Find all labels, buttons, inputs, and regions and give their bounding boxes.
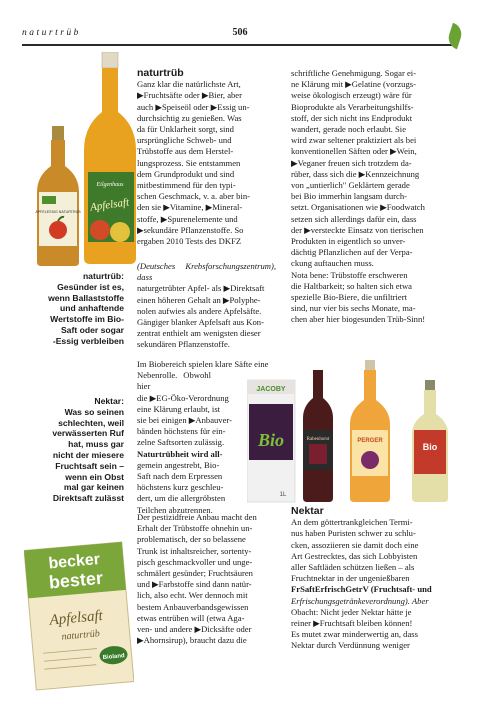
carton-brand: JACOBY bbox=[256, 386, 286, 393]
article-text-line: ne Klärung mit ▶Gelatine (vorzugs- bbox=[291, 79, 416, 90]
article-biobereich bbox=[137, 359, 276, 516]
caption-line: mal gar keinen bbox=[63, 482, 124, 493]
book-title1: becker bbox=[47, 550, 101, 573]
article-text-line: konventionellen Säften oder ▶Wein, bbox=[291, 146, 417, 157]
article-text-line: FrSaftErfrischGetrV (Fruchtsaft- und bbox=[291, 584, 432, 595]
article-text-line: dem Grundprodukt und sind bbox=[137, 168, 235, 179]
article-text-line: sind, nur vier bis sechs Monate, ma- bbox=[291, 303, 416, 314]
article-text-line: und ▶Farbstoffe sind dann natür- bbox=[137, 579, 252, 590]
article-text-line: von „untierlich" Geklärtem gerade bbox=[291, 180, 410, 191]
caption-line: Saft oder sogar bbox=[60, 324, 124, 335]
bottle5-label: Bio bbox=[422, 442, 438, 452]
article-text-line: ergaben 2010 Tests des DKFZ bbox=[137, 236, 242, 247]
bottle4-label: PERGER bbox=[357, 438, 383, 444]
juice-bottles-group-image bbox=[247, 360, 473, 504]
article-text-line: mitbestimmend für den typi- bbox=[137, 180, 236, 191]
article-text-line: eine Klärung erlaubt, ist bbox=[137, 403, 221, 414]
article-text-line: Erhalt der Trübstoffe ohnehin un- bbox=[137, 523, 253, 534]
article-text-line: bei Bio immerhin langsam durch- bbox=[291, 191, 407, 202]
article-heading: Nektar bbox=[291, 505, 324, 517]
bottle1-label: APFELESSIG NATURTRÜB bbox=[35, 210, 81, 214]
article-text-line: schen Geschmack, v. a. aber bin- bbox=[137, 191, 251, 202]
article-text-line: Erfrischungsgetränkeverordnung). Aber bbox=[291, 595, 429, 606]
article-text-line: aller Saftläden schützen ließen – als bbox=[291, 562, 415, 573]
article-text-line: problematisch, der so belassene bbox=[137, 534, 246, 545]
article-text-line: höchstens kurz geschleu- bbox=[137, 482, 224, 493]
article-naturtrueb bbox=[137, 68, 276, 247]
article-text-line: lich, also echt. Wer dennoch mit bbox=[137, 590, 248, 601]
bottle2-brand: Eilgenhaus bbox=[96, 182, 124, 188]
header-rule bbox=[22, 44, 458, 46]
article-text-line: Nebenrolle. Obwohl hier bbox=[137, 370, 211, 392]
article-text-line: Der pestizidfreie Anbau macht den bbox=[137, 512, 257, 522]
article-text-line: Nektar durch Verdünnung weniger bbox=[291, 640, 410, 651]
article-text-line: stoffe, ▶Spurenelemente und bbox=[137, 213, 238, 224]
article-text-line: setzt. Organisationen wie ▶Foodwatch bbox=[291, 202, 425, 213]
article-text-line: ▶sekundäre Pflanzenstoffe. So bbox=[137, 224, 244, 235]
article-text-line: dächtig Pflanzlichen auf der Verpa- bbox=[291, 247, 413, 258]
article-text-line: Art Gestrecktes, das sich Lobbyisten bbox=[291, 550, 418, 561]
article-text-line: Ganz klar die natürlichste Art, bbox=[137, 79, 241, 90]
article-text-line: gemein angestrebt, Bio- bbox=[137, 459, 220, 470]
article-text-line: Obacht: Nicht jeder Nektar hätte je bbox=[291, 606, 412, 617]
article-text-line: weise ökologisch erzeugt) wäre für bbox=[291, 90, 412, 101]
article-text-line: Nota bene: Trübstoffe erschweren bbox=[291, 269, 408, 280]
book-sub1: Apfelsaft bbox=[48, 607, 104, 629]
carton-label: Bio bbox=[257, 430, 285, 450]
article-text-line: Es mutet zwar minderwertig an, dass bbox=[291, 629, 418, 640]
article-text-line: naturgetrübter Apfel- als ▶Direktsaft bbox=[137, 283, 265, 294]
caption-line: Wertstoffe im Bio- bbox=[50, 314, 124, 325]
article-text-line: Produkten in eigentlich so unver- bbox=[291, 236, 406, 247]
bottle2-label: Apfelsaft bbox=[89, 196, 130, 214]
becker-bester-label-image bbox=[24, 540, 134, 692]
article-text-line: die Haltbarkeit; so halten sich etwa bbox=[291, 280, 412, 291]
article-text-line: schriftliche Genehmigung. Sogar ei- bbox=[291, 68, 417, 78]
caption-line: Gesünder ist es, bbox=[57, 281, 124, 292]
article-text-line: Naturtrübheit wird all- bbox=[137, 448, 223, 459]
article-text-line: stoff, der sich nicht ins Endprodukt bbox=[291, 112, 413, 123]
article-text-line: dert, um die allergröbsten bbox=[137, 493, 226, 504]
article-text-line: pisch geschmackvoller und unge- bbox=[137, 556, 253, 567]
article-text-line: die ▶EG-Öko-Verordnung bbox=[137, 392, 229, 403]
caption-line: schlechten, weil bbox=[58, 417, 124, 428]
caption-line: wenn ein Obst bbox=[65, 471, 124, 482]
caption-line: wenn Ballaststoffe bbox=[48, 292, 124, 303]
article-text-line: Fruchtnektar in der ungenießbaren bbox=[291, 573, 410, 584]
article-text-line: ursprüngliche Schweb- und bbox=[137, 135, 232, 146]
article-text-line: lungsprozess. Sie entstammen bbox=[137, 157, 241, 168]
caption-line: Nektar: bbox=[94, 396, 124, 406]
article-text-line: sie bei einigen ▶Anbauver- bbox=[137, 415, 232, 426]
article-heading: naturtrüb bbox=[137, 67, 184, 79]
caption-line: Fruchtsaft sein – bbox=[55, 460, 124, 471]
section-title: naturtrüb bbox=[22, 28, 81, 38]
caption-line: verwässerten Ruf bbox=[52, 428, 124, 439]
article-text-line: der ▶versteckte Einsatz von tierischen bbox=[291, 224, 424, 235]
article-text-line: etwas entrüben will (etwa Aga- bbox=[137, 612, 245, 623]
article-text-line: den sie ▶Vitamine, ▶Mineral- bbox=[137, 202, 243, 213]
article-naturtrueb-column2 bbox=[291, 68, 470, 326]
article-text-line: wandert, gerade noch erlaubt. Sie bbox=[291, 124, 407, 135]
article-text-line: ▶Fruchtsäfte oder ▶Bier, aber bbox=[137, 90, 242, 101]
article-text-line: chen aber hier biogesunden Trüb-Sinn! bbox=[291, 314, 426, 325]
caption-line: Direktsaft zulässt bbox=[52, 493, 124, 504]
caption-nektar bbox=[22, 396, 124, 504]
article-text-line: ▶Veganer freuen sich trotzdem da- bbox=[291, 157, 412, 168]
apple-juice-bottle-image bbox=[82, 52, 138, 266]
caption-line: nicht der miesere bbox=[52, 449, 124, 460]
caption-line: und anhaftende bbox=[60, 303, 124, 314]
article-pestizidfrei bbox=[137, 512, 276, 646]
caption-naturtrueb bbox=[22, 271, 124, 347]
article-text-line: bestem Anbauverbandsgewissen bbox=[137, 601, 249, 612]
article-text-line: sekundären Pflanzenstoffe. bbox=[137, 339, 230, 350]
article-text-line: Trübstoffe aus dem Herstel- bbox=[137, 146, 234, 157]
article-text-line: da für Unklarheit sorgt, sind bbox=[137, 124, 234, 135]
caption-line: hat, muss gar bbox=[68, 439, 124, 450]
article-naturtrueb-cont bbox=[137, 261, 276, 351]
article-text-line: nolen aufwies als andere Apfelsäfte. bbox=[137, 305, 262, 316]
caption-line: -Essig verbleiben bbox=[52, 335, 124, 346]
bottle3-label: Rabenhorst bbox=[306, 437, 330, 442]
article-text-line: An dem göttertrankgleichen Termi- bbox=[291, 517, 413, 528]
article-text-line: schmälert gesünder; Fruchtsäuren bbox=[137, 568, 253, 579]
article-text-line: einen höheren Gehalt an ▶Polyphe- bbox=[137, 294, 261, 305]
carton-volume: 1L bbox=[279, 492, 287, 498]
article-text-line: Saft nach dem Erpressen bbox=[137, 471, 223, 482]
caption-line: naturtrüb: bbox=[82, 271, 124, 281]
running-header bbox=[22, 28, 458, 42]
article-text-line: wird zwar seltener praktiziert als bei bbox=[291, 135, 417, 146]
article-text-line: reiner ▶Fruchtsaft bleiben können! bbox=[291, 618, 413, 629]
article-text-line: zelne Saftsorten zulässig. bbox=[137, 437, 225, 448]
article-text-line: nus haben Puristen schwer zu schlu- bbox=[291, 528, 416, 539]
article-text-line: Gängiger blanker Apfelsaft aus Kon- bbox=[137, 317, 264, 328]
article-text-line: bänden höchstens für ein- bbox=[137, 426, 226, 437]
article-text-line: setzen sich allerdings dafür ein, dass bbox=[291, 213, 417, 224]
article-text-line: ▶Ahornsirup), braucht dazu die bbox=[137, 635, 247, 646]
article-text-line: Trunk ist inhaltsreicher, sortenty- bbox=[137, 545, 252, 556]
article-text-line: Im Biobereich spielen klare Säfte eine bbox=[137, 359, 269, 369]
article-text-line: zentrat enthielt am wenigsten dieser bbox=[137, 328, 261, 339]
article-text-line: ckung auftauchen muss. bbox=[291, 258, 374, 269]
page-number: 506 bbox=[232, 27, 248, 38]
article-text-line: Bioprodukte als Verarbeitungshilfs- bbox=[291, 101, 414, 112]
article-text-line: durchsichtig zu genießen. Was bbox=[137, 112, 242, 123]
article-text-line: cken, assoziieren sie damit doch eine bbox=[291, 539, 419, 550]
article-text-line: Teilchen abzutrennen. bbox=[137, 504, 213, 515]
article-text-line: spezielle Bio-Biere, die unfiltriert bbox=[291, 292, 407, 303]
book-badge: Bioland bbox=[102, 653, 125, 662]
apple-vinegar-bottle-image bbox=[34, 126, 82, 266]
article-text-line: (Deutsches Krebsforschungszentrum), dass bbox=[137, 261, 276, 283]
article-text-line: rüber, dass sich die ▶Kennzeichnung bbox=[291, 168, 420, 179]
article-text-line: ven- und andere ▶Dicksäfte oder bbox=[137, 624, 252, 635]
book-sub2: naturtrüb bbox=[61, 628, 101, 643]
caption-line: Was so seinen bbox=[64, 406, 124, 417]
article-text-line: auch ▶Speiseöl oder ▶Essig un- bbox=[137, 101, 250, 112]
article-nektar bbox=[291, 506, 470, 652]
book-title2: bester bbox=[48, 567, 104, 593]
